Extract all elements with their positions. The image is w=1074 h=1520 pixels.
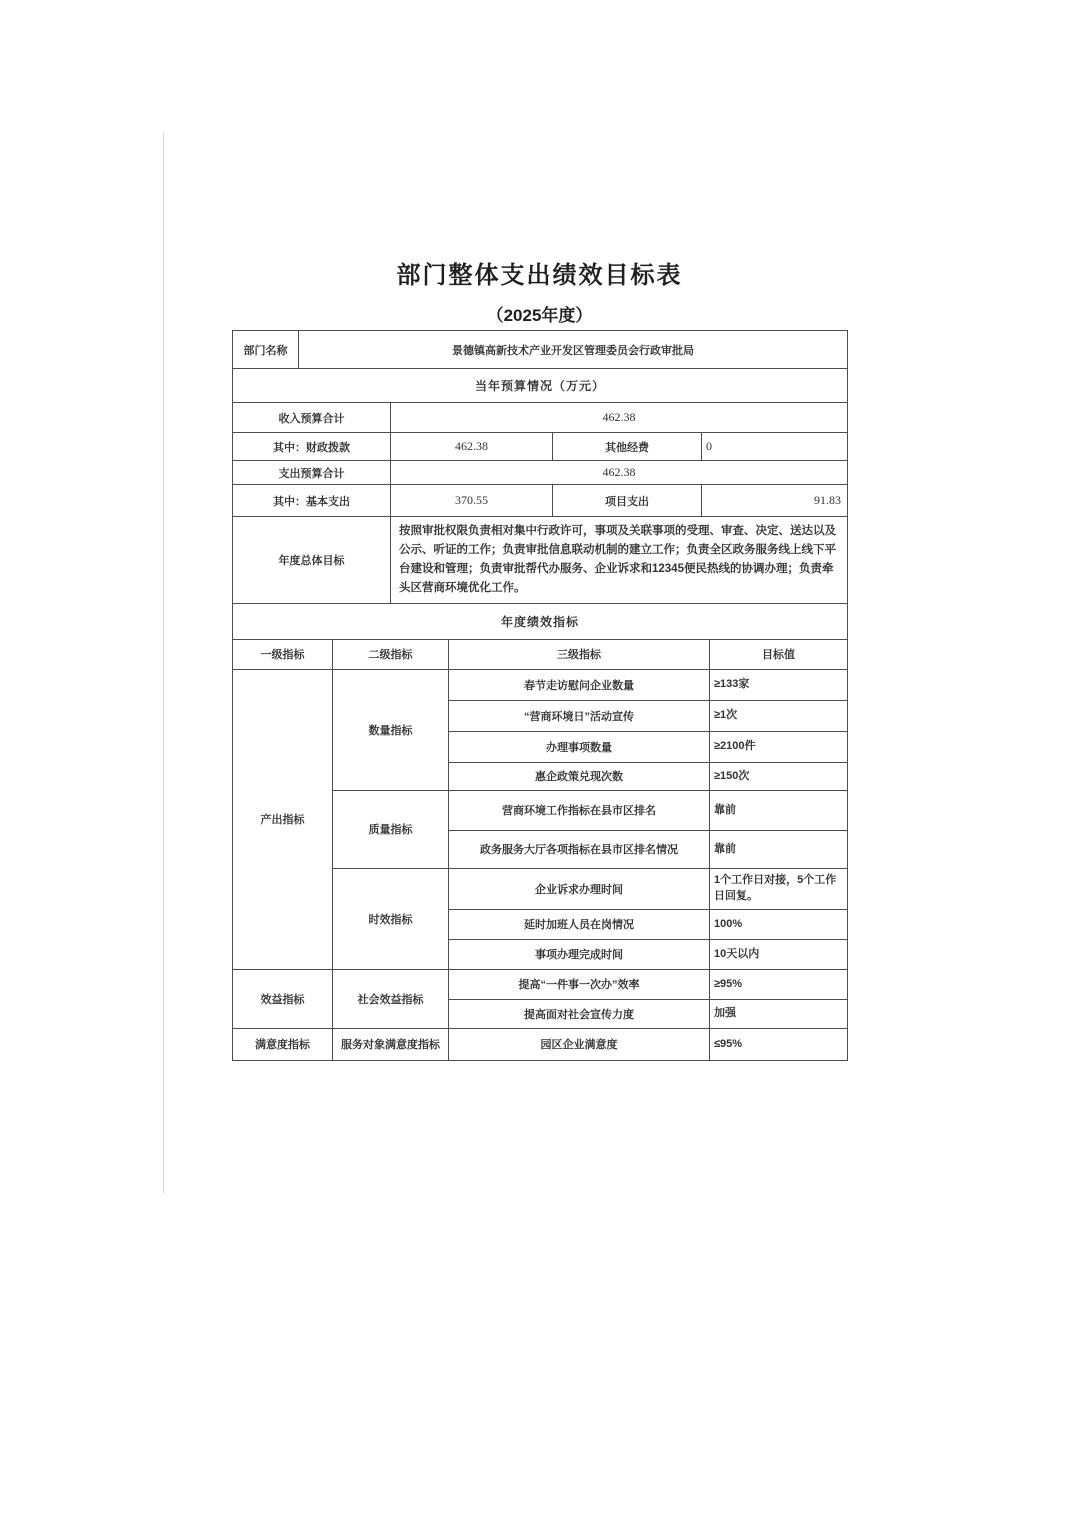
income-total-value: 462.38 [391,403,848,433]
indicators-column-header-row [233,639,848,669]
level2-quantity-indicators: 数量指标 [333,669,449,790]
target-cell: 1个工作日对接，5个工作日回复。 [710,868,848,909]
level3-cell: 办理事项数量 [449,731,710,762]
level2-timeliness-indicators: 时效指标 [333,868,449,969]
budget-section-title: 当年预算情况（万元） [233,369,848,403]
level3-cell: 企业诉求办理时间 [449,868,710,909]
target-cell: 100% [710,909,848,939]
fiscal-grant-value: 462.38 [391,433,553,461]
dept-name-label: 部门名称 [233,331,299,369]
level3-cell: 延时加班人员在岗情况 [449,909,710,939]
level3-cell: 园区企业满意度 [449,1028,710,1060]
project-expense-value: 91.83 [702,485,848,517]
indicators-section-title: 年度绩效指标 [233,603,848,639]
budget-section-header-row [233,369,848,403]
level3-cell: 事项办理完成时间 [449,939,710,969]
basic-expense-label: 其中：基本支出 [233,485,391,517]
level3-cell: 惠企政策兑现次数 [449,762,710,790]
level3-cell: 春节走访慰问企业数量 [449,669,710,700]
level2-quality-indicators: 质量指标 [333,790,449,868]
document-subtitle: （2025年度） [486,306,593,325]
level1-output-indicators: 产出指标 [233,669,333,969]
fiscal-grant-label: 其中：财政拨款 [233,433,391,461]
annual-goal-row [233,517,848,604]
income-total-label: 收入预算合计 [233,403,391,433]
col-header-level3: 三级指标 [449,639,710,669]
income-total-row [233,403,848,433]
level3-cell: 政务服务大厅各项指标在县市区排名情况 [449,830,710,868]
target-cell: 靠前 [710,830,848,868]
target-cell: 靠前 [710,790,848,830]
budget-table [232,368,848,604]
expense-total-label: 支出预算合计 [233,461,391,485]
level3-cell: “营商环境日”活动宣传 [449,700,710,731]
target-cell: ≥2100件 [710,731,848,762]
dept-name-value: 景德镇高新技术产业开发区管理委员会行政审批局 [299,331,848,369]
indicator-row [233,1028,848,1060]
project-expense-label: 项目支出 [553,485,702,517]
annual-goal-text: 按照审批权限负责相对集中行政许可，事项及关联事项的受理、审查、决定、送达以及公示、听证的工作；负责审批信息联动机制的建立工作；负责全区政务服务线上线下平台建设和管理；负责审批帮代办服务、企业诉求和12345便民热线的协调办理；负责牵头区营商环境优化工作。 [391,517,848,604]
income-detail-row [233,433,848,461]
level1-benefit-indicators: 效益指标 [233,969,333,1028]
target-cell: 加强 [710,999,848,1028]
basic-expense-value: 370.55 [391,485,553,517]
col-header-level2: 二级指标 [333,639,449,669]
col-header-level1: 一级指标 [233,639,333,669]
target-cell: ≤95% [710,1028,848,1060]
dept-name-row [233,331,848,369]
indicators-section-header-row [233,603,848,639]
document-title: 部门整体支出绩效目标表 [396,262,683,289]
level1-satisfaction-indicators: 满意度指标 [233,1028,333,1060]
level2-social-benefit-indicators: 社会效益指标 [333,969,449,1028]
level3-cell: 提高“一件事一次办”效率 [449,969,710,999]
level3-cell: 营商环境工作指标在县市区排名 [449,790,710,830]
target-cell: ≥95% [710,969,848,999]
other-funds-label: 其他经费 [553,433,702,461]
level3-cell: 提高面对社会宣传力度 [449,999,710,1028]
dept-name-table [232,330,848,369]
target-cell: 10天以内 [710,939,848,969]
expense-total-row [233,461,848,485]
expense-detail-row [233,485,848,517]
indicator-row [233,669,848,700]
indicator-row [233,969,848,999]
target-cell: ≥133家 [710,669,848,700]
annual-goal-label: 年度总体目标 [233,517,391,604]
indicators-table [232,603,848,1061]
performance-target-table [232,330,847,1061]
level2-service-target-satisfaction: 服务对象满意度指标 [333,1028,449,1060]
expense-total-value: 462.38 [391,461,848,485]
other-funds-value: 0 [702,433,848,461]
scanned-page-left-edge [163,133,164,1193]
col-header-target: 目标值 [710,639,848,669]
target-cell: ≥150次 [710,762,848,790]
target-cell: ≥1次 [710,700,848,731]
